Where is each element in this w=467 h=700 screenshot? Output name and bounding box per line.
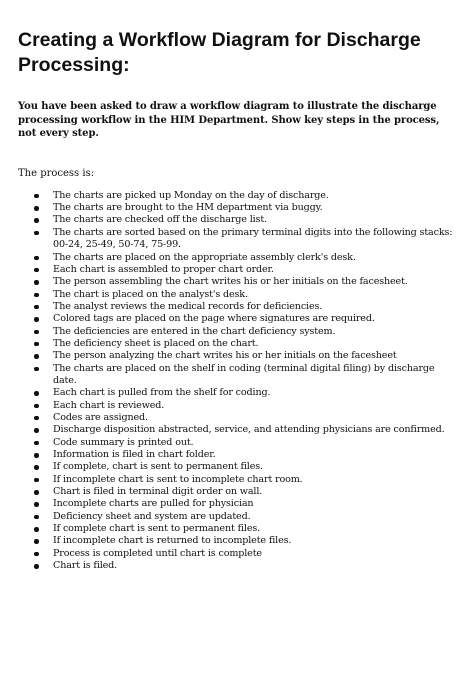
process-step-text: If incomplete chart is sent to incomplete chart room. [53,473,303,485]
process-step [34,326,453,338]
process-step [34,412,453,424]
process-step [34,190,453,202]
process-step [34,363,453,388]
process-step-text: The charts are brought to the HM department via buggy. [53,202,323,214]
bullet-icon [34,502,39,507]
bullet-icon [34,218,39,223]
process-step [34,313,453,325]
process-step [34,289,453,301]
bullet-icon [34,354,39,359]
bullet-icon [34,391,39,396]
bullet-icon [34,305,39,310]
process-step [34,511,453,523]
bullet-icon [34,441,39,446]
process-step-text: The charts are picked up Monday on the day of discharge. [53,189,329,201]
process-step [34,350,453,362]
process-step-text: Process is completed until chart is complete [53,547,262,559]
process-label: The process is: [18,167,95,179]
bullet-icon [34,515,39,520]
process-step [34,264,453,276]
bullet-icon [34,465,39,470]
bullet-icon [34,280,39,285]
process-step [34,461,453,473]
process-step [34,338,453,350]
bullet-icon [34,342,39,347]
process-step [34,202,453,214]
bullet-icon [34,367,39,372]
bullet-icon [34,564,39,569]
bullet-icon [34,206,39,211]
assignment-instructions: You have been asked to draw a workflow diagram to illustrate the discharge processing workflow in the HIM Department. Show key steps in the process, not every step. [18,101,440,140]
bullet-icon [34,194,39,199]
bullet-icon [34,416,39,421]
process-step [34,227,453,252]
process-step-text: Code summary is printed out. [53,436,194,448]
process-step-text: Colored tags are placed on the page where signatures are required. [53,313,375,325]
process-step-text: The person assembling the chart writes his or her initials on the facesheet. [53,276,408,288]
process-step-text: The analyst reviews the medical records for deficiencies. [53,300,323,312]
process-step [34,276,453,288]
process-step-text: Deficiency sheet and system are updated. [53,510,251,522]
process-step-text: The charts are placed on the appropriate assembly clerk's desk. [53,251,356,263]
bullet-icon [34,268,39,273]
process-steps-list [18,190,453,573]
bullet-icon [34,552,39,557]
process-step-text: Discharge disposition abstracted, service, and attending physicians are confirmed. [53,424,445,436]
process-step-text: Codes are assigned. [53,411,148,423]
bullet-icon [34,330,39,335]
process-step [34,301,453,313]
process-step [34,560,453,572]
process-step-text: Information is filed in chart folder. [53,449,216,460]
process-step [34,214,453,226]
process-step [34,252,453,264]
bullet-icon [34,527,39,532]
bullet-icon [34,539,39,544]
process-step-text: Incomplete charts are pulled for physician [53,498,254,510]
process-step [34,387,453,399]
process-step-text: If complete, chart is sent to permanent files. [53,461,263,473]
bullet-icon [34,317,39,322]
process-step [34,535,453,547]
bullet-icon [34,453,39,458]
bullet-icon [34,428,39,433]
process-step-text: The deficiencies are entered in the chart deficiency system. [53,325,336,337]
process-step-text: The deficiency sheet is placed on the chart. [53,337,259,349]
bullet-icon [34,256,39,261]
process-step-text: If complete chart is sent to permanent files. [53,523,261,535]
process-step [34,400,453,412]
process-step [34,474,453,486]
bullet-icon [34,293,39,298]
process-step-text: Each chart is assembled to proper chart order. [53,263,274,275]
bullet-icon [34,478,39,483]
bullet-icon [34,231,39,236]
process-step [34,437,453,449]
bullet-icon [34,490,39,495]
process-step [34,548,453,560]
process-step [34,486,453,498]
process-step-text: The charts are sorted based on the primary terminal digits into the following stacks: 00-24, 25-49, 50-74, 75-99. [53,226,453,251]
process-step [34,498,453,510]
document-title: Creating a Workflow Diagram for Discharge Processing: [18,29,421,76]
process-step [34,523,453,535]
process-step-text: Each chart is pulled from the shelf for coding. [53,387,271,399]
bullet-icon [34,404,39,409]
process-step-text: If incomplete chart is returned to incomplete files. [53,535,292,547]
process-step-text: The charts are checked off the discharge list. [53,214,267,226]
process-step [34,424,453,436]
process-step-text: The chart is placed on the analyst's desk. [53,288,248,300]
process-step-text: Each chart is reviewed. [53,399,165,411]
process-step-text: The person analyzing the chart writes his or her initials on the facesheet [53,350,397,362]
process-step [34,449,453,461]
process-step-text: Chart is filed. [53,560,118,572]
process-step-text: Chart is filed in terminal digit order on wall. [53,486,263,498]
process-step-text: The charts are placed on the shelf in coding (terminal digital filing) by discharge date. [53,362,435,386]
